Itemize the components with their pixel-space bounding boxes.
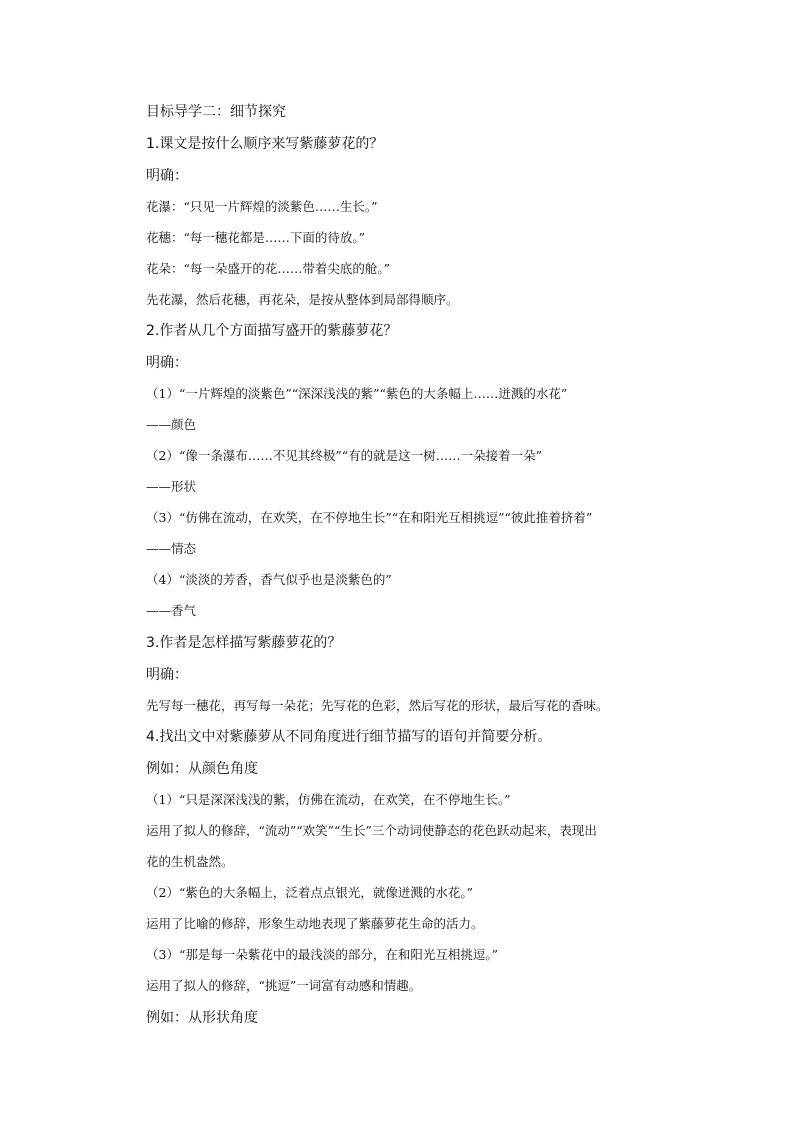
answer-line: 运用了拟人的修辞，“流动”“欢笑”“生长”三个动词使静态的花色跃动起来，表现出 bbox=[146, 823, 597, 838]
example-heading: 例如：从颜色角度 bbox=[146, 761, 258, 777]
answer-line: 花的生机盎然。 bbox=[146, 854, 234, 869]
example-heading: 例如：从形状角度 bbox=[146, 1010, 258, 1026]
answer-label: 明确： bbox=[146, 667, 188, 683]
answer-line: （2）“紫色的大条幅上，泛着点点银光，就像迸溅的水花。” bbox=[146, 885, 473, 900]
answer-line: 花瀑：“只见一片辉煌的淡紫色……生长。” bbox=[146, 199, 378, 214]
answer-line: 花朵：“每一朵盛开的花……带着尖底的舱。” bbox=[146, 261, 391, 276]
question-1: 1.课文是按什么顺序来写紫藤萝花的？ bbox=[146, 136, 384, 152]
answer-line: ——形状 bbox=[146, 479, 197, 494]
section-heading: 目标导学二：细节探究 bbox=[146, 104, 286, 120]
answer-line: ——香气 bbox=[146, 603, 197, 618]
question-2: 2.作者从几个方面描写盛开的紫藤萝花？ bbox=[146, 323, 398, 339]
answer-line: （1）“一片辉煌的淡紫色”“深深浅浅的紫”“紫色的大条幅上……迸溅的水花” bbox=[146, 386, 568, 401]
answer-line: （2）“像一条瀑布……不见其终极”“有的就是这一树……一朵接着一朵” bbox=[146, 448, 543, 463]
answer-line: 运用了拟人的修辞，“挑逗”一词富有动感和情趣。 bbox=[146, 978, 422, 993]
answer-label: 明确： bbox=[146, 168, 188, 184]
answer-label: 明确： bbox=[146, 355, 188, 371]
answer-line: ——颜色 bbox=[146, 417, 197, 432]
question-3: 3.作者是怎样描写紫藤萝花的？ bbox=[146, 635, 342, 651]
question-4: 4.找出文中对紫藤萝从不同角度进行细节描写的语句并简要分析。 bbox=[146, 729, 552, 745]
answer-line: 先写每一穗花，再写每一朵花；先写花的色彩，然后写花的形状，最后写花的香味。 bbox=[146, 698, 609, 713]
answer-line: （1）“只是深深浅浅的紫，仿佛在流动，在欢笑，在不停地生长。” bbox=[146, 792, 511, 807]
answer-line: 花穗：“每一穗花都是……下面的待放。” bbox=[146, 230, 366, 245]
answer-line: （3）“仿佛在流动，在欢笑，在不停地生长”“在和阳光互相挑逗”“彼此推着挤着” bbox=[146, 510, 593, 525]
answer-line: 先花瀑，然后花穗，再花朵，是按从整体到局部得顺序。 bbox=[146, 292, 459, 307]
answer-line: （3）“那是每一朵紫花中的最浅淡的部分，在和阳光互相挑逗。” bbox=[146, 947, 498, 962]
answer-line: （4）“淡淡的芳香，香气似乎也是淡紫色的” bbox=[146, 572, 392, 587]
answer-line: 运用了比喻的修辞，形象生动地表现了紫藤萝花生命的活力。 bbox=[146, 916, 484, 931]
answer-line: ——情态 bbox=[146, 541, 197, 556]
